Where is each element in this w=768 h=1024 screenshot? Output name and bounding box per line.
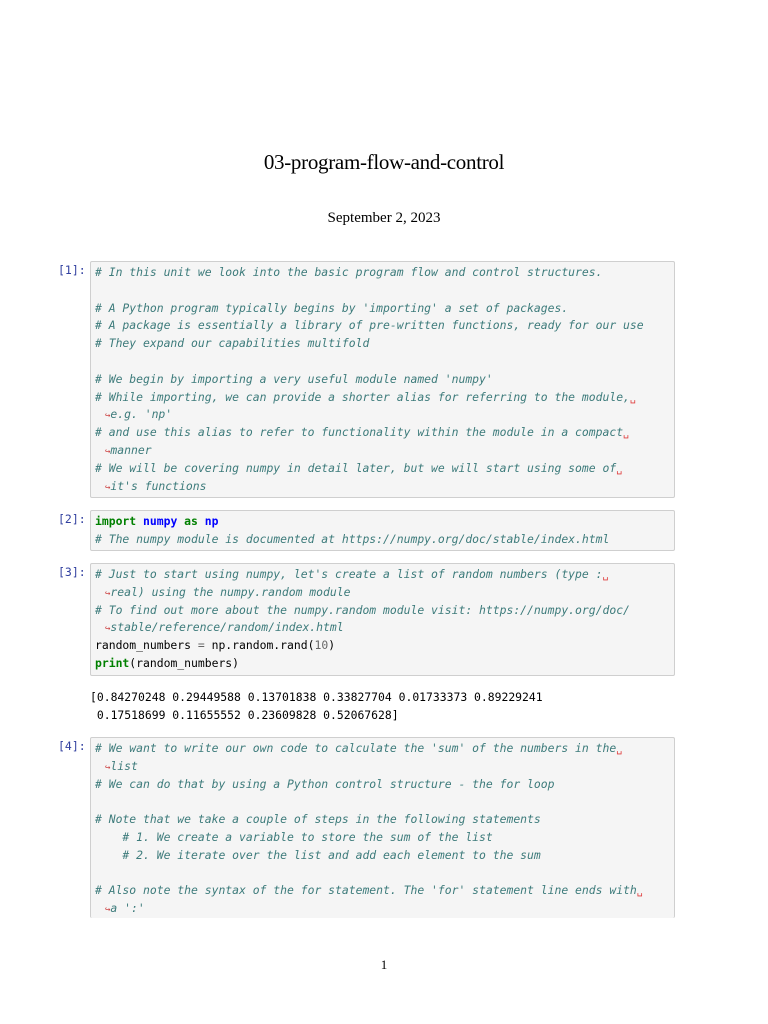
code-line: random_numbers = np.random.rand(10) xyxy=(95,638,336,653)
code-line: # They expand our capabilities multifold xyxy=(95,336,370,351)
code-line: # Also note the syntax of the for statement. The 'for' statement line ends with␣ xyxy=(95,883,643,898)
continuation-arrow-icon: ↪ xyxy=(105,411,111,422)
code-line: # We can do that by using a Python control structure - the for loop xyxy=(95,776,555,791)
code-line-continuation: ↪a ':' xyxy=(105,901,145,916)
code-line: # We will be covering numpy in detail later, but we will start using some of␣ xyxy=(95,460,623,475)
continuation-arrow-icon: ↪ xyxy=(105,624,111,635)
wrap-marker-icon: ␣ xyxy=(616,744,623,755)
code-input-box[interactable] xyxy=(90,563,675,676)
code-input-box[interactable] xyxy=(90,261,675,498)
code-line: # We begin by importing a very useful module named 'numpy' xyxy=(95,371,493,386)
code-line: # We want to write our own code to calculate the 'sum' of the numbers in the␣ xyxy=(95,741,623,755)
code-input-box[interactable] xyxy=(90,510,675,551)
cell-prompt: [3]: xyxy=(58,565,86,579)
cell-prompt: [2]: xyxy=(58,512,86,526)
output-line: 0.17518699 0.11655552 0.23609828 0.52067628] xyxy=(90,707,399,722)
code-line xyxy=(95,353,674,371)
code-line xyxy=(95,865,674,883)
code-line: # A package is essentially a library of pre-written functions, ready for our use xyxy=(95,318,644,333)
code-line-continuation: ↪it's functions xyxy=(105,478,207,493)
continuation-arrow-icon: ↪ xyxy=(105,588,111,599)
code-line: # 2. We iterate over the list and add each element to the sum xyxy=(95,847,541,862)
code-line-continuation: ↪e.g. 'np' xyxy=(105,407,173,422)
wrap-marker-icon: ␣ xyxy=(636,886,643,898)
code-line-continuation: ↪real) using the numpy.random module xyxy=(105,584,351,599)
document-date: September 2, 2023 xyxy=(327,210,441,226)
code-line-continuation: ↪manner xyxy=(105,442,152,457)
code-line: # To find out more about the numpy.random module visit: https://numpy.org/doc/ xyxy=(95,602,630,617)
wrap-marker-icon: ␣ xyxy=(616,463,623,475)
continuation-arrow-icon: ↪ xyxy=(105,762,111,773)
code-line: # Just to start using numpy, let's create a list of random numbers (type :␣ xyxy=(95,567,609,581)
cell-prompt: [4]: xyxy=(58,739,86,753)
code-line-continuation: ↪stable/reference/random/index.html xyxy=(105,620,344,635)
wrap-marker-icon: ␣ xyxy=(602,570,609,581)
continuation-arrow-icon: ↪ xyxy=(105,446,111,457)
code-line: import numpy as np xyxy=(95,514,219,528)
code-line-continuation: ↪list xyxy=(105,758,138,773)
cell-output xyxy=(90,689,543,725)
code-line: # A Python program typically begins by 'importing' a set of packages. xyxy=(95,300,569,315)
continuation-arrow-icon: ↪ xyxy=(105,905,111,916)
wrap-marker-icon: ␣ xyxy=(629,392,636,404)
code-input-box[interactable] xyxy=(90,737,675,918)
cell-prompt: [1]: xyxy=(58,263,86,277)
code-line: # In this unit we look into the basic program flow and control structures. xyxy=(95,265,603,279)
code-line: print(random_numbers) xyxy=(95,655,240,670)
document-title: 03-program-flow-and-control xyxy=(263,150,505,174)
output-line: [0.84270248 0.29449588 0.13701838 0.33827704 0.01733373 0.89229241 xyxy=(90,690,543,704)
continuation-arrow-icon: ↪ xyxy=(105,482,111,493)
code-line: # 1. We create a variable to store the sum of the list xyxy=(95,829,493,844)
code-line: # Note that we take a couple of steps in the following statements xyxy=(95,812,541,827)
wrap-marker-icon: ␣ xyxy=(623,428,630,440)
code-line xyxy=(95,282,674,300)
code-line xyxy=(95,793,674,811)
code-line: # The numpy module is documented at https://numpy.org/doc/stable/index.html xyxy=(95,531,610,546)
code-line: # and use this alias to refer to functionality within the module in a compact␣ xyxy=(95,425,630,440)
code-line: # While importing, we can provide a shorter alias for referring to the module,␣ xyxy=(95,389,636,404)
page-number: 1 xyxy=(380,957,388,972)
